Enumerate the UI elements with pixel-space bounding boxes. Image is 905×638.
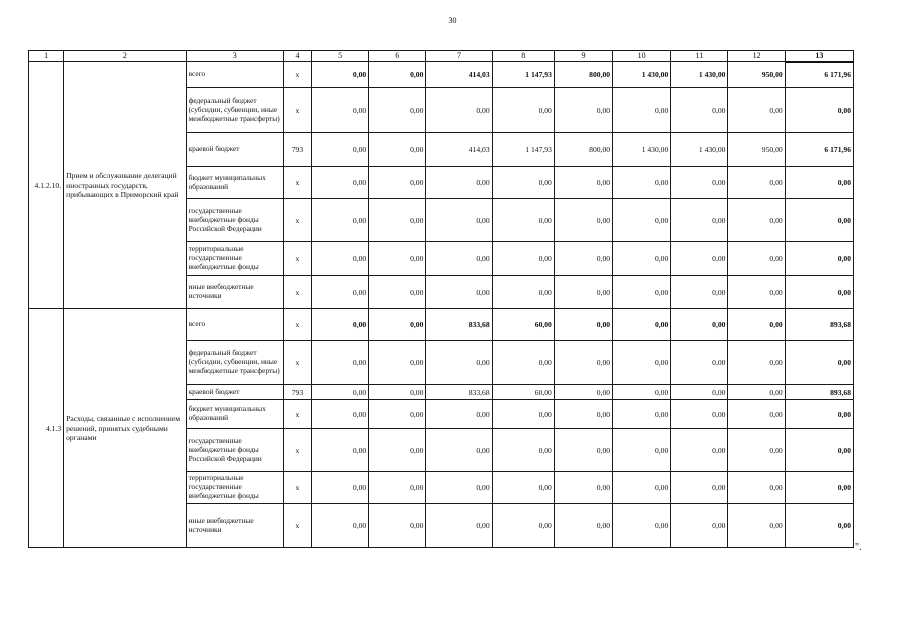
budget-code: x: [283, 276, 311, 309]
year-value: 0,00: [554, 167, 612, 199]
column-header: 12: [728, 51, 785, 62]
year-value: 0,00: [369, 472, 426, 504]
total-value: 893,68: [785, 385, 853, 400]
year-value: 0,00: [671, 167, 728, 199]
year-value: 0,00: [369, 341, 426, 385]
funding-source: федеральный бюджет (субсидии, субвенции, иные межбюджетные трансферты): [186, 341, 283, 385]
year-value: 0,00: [492, 242, 554, 276]
year-value: 0,00: [613, 242, 671, 276]
year-value: 1 147,93: [492, 62, 554, 88]
year-value: 0,00: [671, 199, 728, 242]
year-value: 0,00: [671, 504, 728, 548]
year-value: 0,00: [312, 133, 369, 167]
item-index: 4.1.2.10.: [29, 62, 64, 309]
year-value: 0,00: [728, 472, 785, 504]
year-value: 0,00: [312, 429, 369, 472]
year-value: 0,00: [728, 341, 785, 385]
column-header: 10: [613, 51, 671, 62]
budget-code: x: [283, 504, 311, 548]
year-value: 0,00: [613, 309, 671, 341]
funding-source: территориальные государственные внебюджетные фонды: [186, 472, 283, 504]
column-number-row: [29, 51, 854, 62]
year-value: 0,00: [554, 242, 612, 276]
year-value: 0,00: [728, 309, 785, 341]
year-value: 833,68: [426, 385, 492, 400]
year-value: 0,00: [671, 341, 728, 385]
year-value: 0,00: [492, 276, 554, 309]
year-value: 60,00: [492, 385, 554, 400]
year-value: 0,00: [613, 385, 671, 400]
year-value: 0,00: [426, 88, 492, 133]
year-value: 0,00: [492, 167, 554, 199]
year-value: 60,00: [492, 309, 554, 341]
year-value: 0,00: [671, 242, 728, 276]
total-value: 0,00: [785, 242, 853, 276]
budget-code: 793: [283, 385, 311, 400]
year-value: 0,00: [312, 400, 369, 429]
column-header: 3: [186, 51, 283, 62]
year-value: 0,00: [554, 276, 612, 309]
year-value: 950,00: [728, 133, 785, 167]
funding-source: всего: [186, 309, 283, 341]
year-value: 0,00: [554, 429, 612, 472]
year-value: 0,00: [312, 504, 369, 548]
funding-source: государственные внебюджетные фонды Российской Федерации: [186, 199, 283, 242]
year-value: 0,00: [554, 400, 612, 429]
year-value: 0,00: [554, 472, 612, 504]
year-value: 1 430,00: [671, 62, 728, 88]
year-value: 1 147,93: [492, 133, 554, 167]
year-value: 0,00: [728, 242, 785, 276]
column-header: 5: [312, 51, 369, 62]
year-value: 0,00: [369, 133, 426, 167]
year-value: 0,00: [671, 472, 728, 504]
year-value: 0,00: [312, 242, 369, 276]
funding-source: иные внебюджетные источники: [186, 504, 283, 548]
column-header: 4: [283, 51, 311, 62]
column-header: 6: [369, 51, 426, 62]
total-value: 0,00: [785, 276, 853, 309]
year-value: 0,00: [312, 472, 369, 504]
year-value: 1 430,00: [613, 133, 671, 167]
year-value: 800,00: [554, 133, 612, 167]
year-value: 0,00: [312, 167, 369, 199]
funding-source: всего: [186, 62, 283, 88]
year-value: 0,00: [728, 88, 785, 133]
budget-code: x: [283, 88, 311, 133]
total-value: 0,00: [785, 429, 853, 472]
year-value: 950,00: [728, 62, 785, 88]
year-value: 0,00: [613, 400, 671, 429]
total-value: 0,00: [785, 88, 853, 133]
year-value: 0,00: [426, 167, 492, 199]
funding-source: иные внебюджетные источники: [186, 276, 283, 309]
year-value: 800,00: [554, 62, 612, 88]
year-value: 0,00: [554, 385, 612, 400]
year-value: 1 430,00: [671, 133, 728, 167]
year-value: 0,00: [554, 88, 612, 133]
year-value: 0,00: [613, 341, 671, 385]
year-value: 0,00: [492, 472, 554, 504]
year-value: 0,00: [671, 276, 728, 309]
year-value: 0,00: [369, 385, 426, 400]
total-value: 0,00: [785, 472, 853, 504]
funding-source: краевой бюджет: [186, 385, 283, 400]
year-value: 0,00: [426, 400, 492, 429]
budget-code: x: [283, 199, 311, 242]
year-value: 0,00: [369, 400, 426, 429]
year-value: 0,00: [554, 309, 612, 341]
year-value: 0,00: [426, 504, 492, 548]
year-value: 0,00: [671, 309, 728, 341]
year-value: 0,00: [369, 199, 426, 242]
budget-code: x: [283, 341, 311, 385]
year-value: 0,00: [728, 167, 785, 199]
total-value: 0,00: [785, 504, 853, 548]
year-value: 0,00: [369, 167, 426, 199]
budget-code: x: [283, 242, 311, 276]
year-value: 0,00: [613, 199, 671, 242]
column-header: 2: [64, 51, 186, 62]
year-value: 0,00: [426, 242, 492, 276]
year-value: 0,00: [728, 385, 785, 400]
year-value: 0,00: [613, 472, 671, 504]
year-value: 0,00: [492, 88, 554, 133]
column-header: 11: [671, 51, 728, 62]
total-value: 0,00: [785, 199, 853, 242]
year-value: 0,00: [369, 429, 426, 472]
year-value: 0,00: [492, 429, 554, 472]
year-value: 0,00: [369, 276, 426, 309]
year-value: 0,00: [369, 242, 426, 276]
budget-code: x: [283, 429, 311, 472]
item-name: Расходы, связанные с исполнением решений, принятых судебными органами: [64, 309, 186, 548]
year-value: 0,00: [728, 400, 785, 429]
year-value: 0,00: [312, 385, 369, 400]
page-number: 30: [448, 16, 457, 25]
year-value: 0,00: [671, 429, 728, 472]
year-value: 0,00: [613, 504, 671, 548]
item-name: Прием и обслуживание делегаций иностранных государств, прибывающих в Приморский край: [64, 62, 186, 309]
year-value: 414,03: [426, 62, 492, 88]
year-value: 0,00: [369, 62, 426, 88]
year-value: 0,00: [426, 341, 492, 385]
year-value: 0,00: [312, 341, 369, 385]
funding-source: краевой бюджет: [186, 133, 283, 167]
budget-code: x: [283, 62, 311, 88]
item-index: 4.1.3: [29, 309, 64, 548]
year-value: 0,00: [492, 199, 554, 242]
closing-quote-mark: ".: [855, 542, 862, 553]
year-value: 0,00: [426, 429, 492, 472]
budget-table: [28, 50, 854, 548]
funding-source: федеральный бюджет (субсидии, субвенции, иные межбюджетные трансферты): [186, 88, 283, 133]
year-value: 0,00: [613, 88, 671, 133]
budget-code: x: [283, 472, 311, 504]
year-value: 0,00: [728, 276, 785, 309]
year-value: 1 430,00: [613, 62, 671, 88]
year-value: 0,00: [369, 504, 426, 548]
total-value: 0,00: [785, 341, 853, 385]
year-value: 0,00: [554, 504, 612, 548]
budget-code: x: [283, 167, 311, 199]
budget-code: x: [283, 309, 311, 341]
year-value: 0,00: [728, 429, 785, 472]
year-value: 0,00: [613, 167, 671, 199]
column-header: 13: [785, 51, 853, 62]
year-value: 0,00: [369, 309, 426, 341]
budget-code: x: [283, 400, 311, 429]
year-value: 0,00: [426, 276, 492, 309]
year-value: 0,00: [312, 309, 369, 341]
total-value: 6 171,96: [785, 133, 853, 167]
total-value: 0,00: [785, 400, 853, 429]
column-header: 7: [426, 51, 492, 62]
year-value: 0,00: [369, 88, 426, 133]
funding-source: бюджет муниципальных образований: [186, 167, 283, 199]
year-value: 0,00: [492, 341, 554, 385]
total-value: 6 171,96: [785, 62, 853, 88]
column-header: 1: [29, 51, 64, 62]
column-header: 9: [554, 51, 612, 62]
funding-source: государственные внебюджетные фонды Российской Федерации: [186, 429, 283, 472]
year-value: 0,00: [671, 88, 728, 133]
year-value: 0,00: [492, 400, 554, 429]
year-value: 0,00: [613, 429, 671, 472]
table-row: [29, 309, 854, 341]
funding-source: бюджет муниципальных образований: [186, 400, 283, 429]
year-value: 0,00: [554, 199, 612, 242]
total-value: 0,00: [785, 167, 853, 199]
year-value: 0,00: [728, 199, 785, 242]
year-value: 0,00: [728, 504, 785, 548]
table-row: [29, 62, 854, 88]
budget-code: 793: [283, 133, 311, 167]
year-value: 0,00: [554, 341, 612, 385]
year-value: 833,68: [426, 309, 492, 341]
year-value: 0,00: [312, 62, 369, 88]
year-value: 0,00: [613, 276, 671, 309]
year-value: 0,00: [492, 504, 554, 548]
year-value: 0,00: [671, 400, 728, 429]
year-value: 0,00: [426, 472, 492, 504]
funding-source: территориальные государственные внебюджетные фонды: [186, 242, 283, 276]
column-header: 8: [492, 51, 554, 62]
year-value: 0,00: [426, 199, 492, 242]
year-value: 0,00: [312, 199, 369, 242]
year-value: 0,00: [312, 276, 369, 309]
year-value: 0,00: [312, 88, 369, 133]
year-value: 0,00: [671, 385, 728, 400]
total-value: 893,68: [785, 309, 853, 341]
year-value: 414,03: [426, 133, 492, 167]
